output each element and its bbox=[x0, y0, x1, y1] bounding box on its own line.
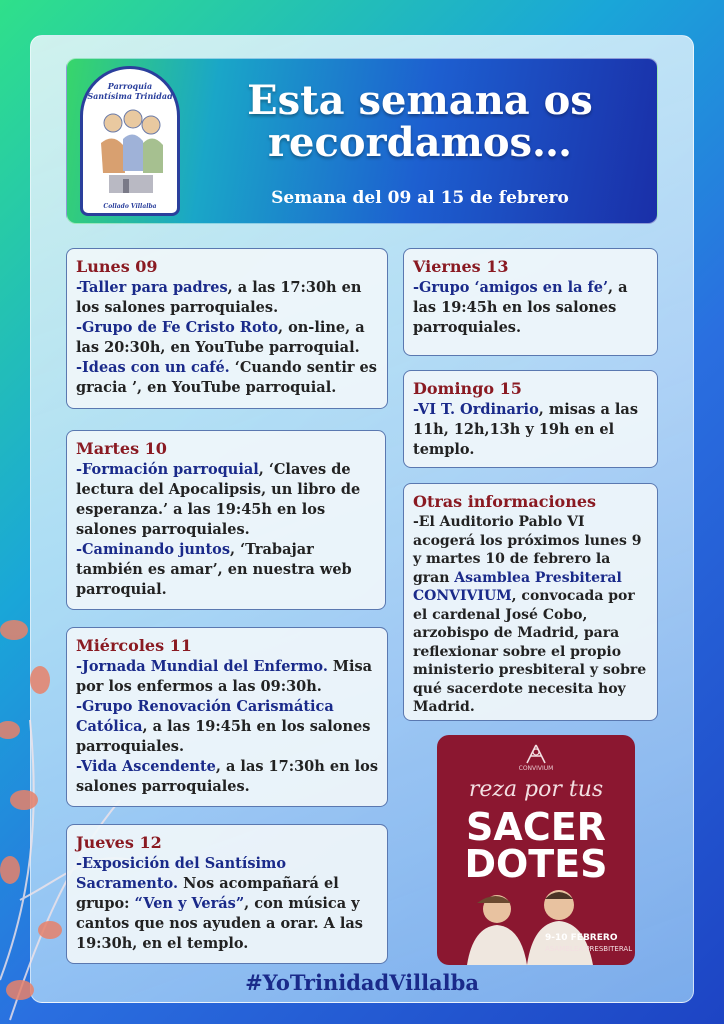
list-item: -Jornada Mundial del Enfermo. Misa por los enfermos a las 09:30h. bbox=[76, 658, 373, 695]
trinity-illustration bbox=[83, 103, 177, 198]
info-box bbox=[403, 483, 658, 721]
hashtag: #YoTrinidadVillalba bbox=[245, 970, 479, 995]
list-item: -Grupo de Fe Cristo Roto, on-line, a las 20:30h, en YouTube parroquial. bbox=[76, 319, 365, 356]
day-title: Viernes 13 bbox=[413, 257, 509, 276]
parish-logo: Parroquia Santísima Trinidad Collado Villalba bbox=[80, 66, 180, 216]
convivium-emblem-icon bbox=[523, 743, 549, 765]
day-title: Miércoles 11 bbox=[76, 636, 192, 655]
list-item: -Ideas con un café. ‘Cuando sentir es gracia ’, en YouTube parroquial. bbox=[76, 359, 377, 396]
list-item: -Formación parroquial, ‘Claves de lectura del Apocalipsis, un libro de esperanza.’ a las 19:45h en los salones parroquiales. bbox=[76, 461, 361, 538]
list-item: -Grupo Renovación Carismática Católica, a las 19:45h en los salones parroquiales. bbox=[76, 698, 371, 755]
week-subtitle: Semana del 09 al 15 de febrero bbox=[271, 188, 569, 208]
list-item: -VI T. Ordinario, misas a las 11h, 12h,13h y 19h en el templo. bbox=[413, 401, 638, 458]
day-title: Domingo 15 bbox=[413, 379, 522, 398]
list-item: -Caminando juntos, ‘Trabajar también es amar’, en nuestra web parroquial. bbox=[76, 541, 352, 598]
day-box-martes bbox=[66, 430, 386, 610]
info-title: Otras informaciones bbox=[413, 492, 597, 511]
day-title: Jueves 12 bbox=[76, 833, 162, 852]
day-box-miercoles bbox=[66, 627, 388, 807]
list-item: -Exposición del Santísimo Sacramento. Nos acompañará el grupo: “Ven y Verás”, con música y cantos que nos ayuden a orar. A las 19:30h, en el templo. bbox=[76, 855, 363, 952]
promo-poster: CONVIVIUM reza por tus SACER DOTES 9-10 FEBRERO ASAMBLEA PRESBITERAL bbox=[437, 735, 635, 965]
day-box-jueves bbox=[66, 824, 388, 964]
day-box-viernes bbox=[403, 248, 658, 356]
info-text: -El Auditorio Pablo VI acogerá los próximos lunes 9 y martes 10 de febrero la gran Asamblea Presbiteral CONVIVIUM, convocada por el cardenal José Cobo, arzobispo de Madrid, para reflexionar sobre el propio ministerio presbiteral y sobre qué sacerdote necesita hoy Madrid. bbox=[413, 514, 647, 715]
list-item: -Vida Ascendente, a las 17:30h en los salones parroquiales. bbox=[76, 758, 379, 795]
list-item: -Taller para padres, a las 17:30h en los salones parroquiales. bbox=[76, 279, 362, 316]
list-item: -Grupo ‘amigos en la fe’, a las 19:45h en los salones parroquiales. bbox=[413, 279, 628, 336]
day-title: Lunes 09 bbox=[76, 257, 158, 276]
day-box-domingo bbox=[403, 370, 658, 468]
day-title: Martes 10 bbox=[76, 439, 167, 458]
page-title: Esta semana os recordamos… bbox=[247, 77, 593, 166]
day-box-lunes bbox=[66, 248, 388, 409]
